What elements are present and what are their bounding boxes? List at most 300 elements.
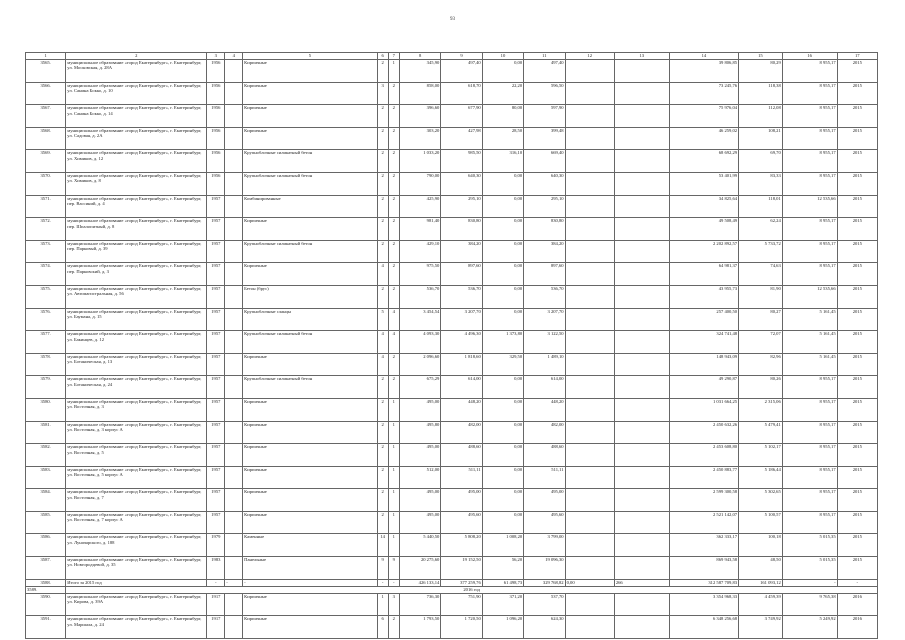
table-row bbox=[26, 421, 878, 444]
table-row-cell bbox=[225, 263, 243, 286]
header-row-cell: 5 bbox=[243, 53, 377, 60]
table-row-cell: 8 955,17 bbox=[782, 240, 837, 263]
table-row-cell: Кирпичные bbox=[243, 105, 377, 128]
table-row-cell bbox=[565, 376, 614, 399]
total-row-cell: - bbox=[388, 579, 399, 586]
table-row-cell: 9 bbox=[388, 557, 399, 580]
table-row bbox=[26, 444, 878, 467]
table-row-cell: муниципальное образование «город Екатеринбург», г. Екатеринбург, ул. Луначарского, д. 188 bbox=[66, 534, 207, 557]
table-row-cell bbox=[565, 308, 614, 331]
table-row-cell bbox=[225, 353, 243, 376]
table-row-cell bbox=[614, 285, 669, 308]
header-row-cell: 10 bbox=[482, 53, 523, 60]
table-row-cell: 3582. bbox=[26, 444, 66, 467]
table-row-cell: 427,98 bbox=[441, 127, 482, 150]
table-row-cell: 75 976,04 bbox=[669, 105, 738, 128]
table-row-cell: 2015 bbox=[837, 263, 877, 286]
table-row-cell: 0,00 bbox=[482, 195, 523, 218]
table-row-cell: 8 955,17 bbox=[782, 421, 837, 444]
table-row-cell: 497,40 bbox=[524, 60, 565, 83]
table-row-cell: 3568. bbox=[26, 127, 66, 150]
table-row-cell: Каменные bbox=[243, 534, 377, 557]
table-row-cell bbox=[565, 511, 614, 534]
table-row-cell bbox=[565, 285, 614, 308]
table-row-cell: 482,00 bbox=[441, 421, 482, 444]
table-row-cell: 68 692,29 bbox=[669, 150, 738, 173]
table-row-cell: 80,29 bbox=[739, 60, 783, 83]
table-row-cell: 3 354 968,33 bbox=[669, 593, 738, 616]
table-row-cell: 1 bbox=[388, 534, 399, 557]
table-row bbox=[26, 105, 878, 128]
table-row-cell: 1957 bbox=[207, 376, 225, 399]
table-row-cell: Кирпичные bbox=[243, 263, 377, 286]
table-row-cell: 2015 bbox=[837, 240, 877, 263]
table-row-cell: 618,70 bbox=[441, 82, 482, 105]
table-row-cell: 2015 bbox=[837, 557, 877, 580]
table-row-cell: 2 bbox=[377, 421, 388, 444]
table-row-cell: муниципальное образование «город Екатеринбург», г. Екатеринбург, ул. Маршала, д. 24 bbox=[66, 616, 207, 639]
table-row-cell: 5 102,17 bbox=[739, 444, 783, 467]
table-row-cell bbox=[225, 172, 243, 195]
table-row-cell: 2 bbox=[377, 466, 388, 489]
table-row-cell bbox=[225, 616, 243, 639]
table-row-cell: 2015 bbox=[837, 150, 877, 173]
table-row-cell bbox=[614, 127, 669, 150]
table-row-cell: 3571. bbox=[26, 195, 66, 218]
table-row-cell: 429,10 bbox=[399, 240, 440, 263]
table-row-cell: 12 535,66 bbox=[782, 285, 837, 308]
table-row-cell: 2015 bbox=[837, 353, 877, 376]
table-row-cell: 677,90 bbox=[441, 105, 482, 128]
table-row-cell: 5 479,41 bbox=[739, 421, 783, 444]
table-row bbox=[26, 82, 878, 105]
table-row-cell bbox=[225, 150, 243, 173]
table-row bbox=[26, 195, 878, 218]
table-row-cell: 80,27 bbox=[739, 308, 783, 331]
header-row-cell: 17 bbox=[837, 53, 877, 60]
table-row-cell bbox=[614, 421, 669, 444]
table-row-cell: 118,01 bbox=[739, 195, 783, 218]
table-row-cell: 1956 bbox=[207, 150, 225, 173]
total-row-cell: - bbox=[782, 579, 837, 586]
table-row-cell: 2015 bbox=[837, 172, 877, 195]
table-row-cell bbox=[565, 263, 614, 286]
table-row-cell: 2 bbox=[377, 489, 388, 512]
table-row-cell: 5 100,57 bbox=[739, 511, 783, 534]
table-row-cell: 2015 bbox=[837, 376, 877, 399]
table-row-cell: Бетон (брус) bbox=[243, 285, 377, 308]
table-row-cell: 4 bbox=[377, 353, 388, 376]
table-row-cell: 2 bbox=[388, 218, 399, 241]
table-row-cell: 4 bbox=[388, 331, 399, 354]
table-row-cell: 488,60 bbox=[441, 444, 482, 467]
table-row-cell: 1983 bbox=[207, 557, 225, 580]
table-row-cell: 3573. bbox=[26, 240, 66, 263]
table-row-cell: 3583. bbox=[26, 466, 66, 489]
table-row-cell bbox=[225, 195, 243, 218]
table-row-cell: 1956 bbox=[207, 127, 225, 150]
table-row-cell: 495,00 bbox=[399, 489, 440, 512]
table-row-cell: 511,11 bbox=[524, 466, 565, 489]
table-row-cell bbox=[565, 534, 614, 557]
table-row-cell: 1957 bbox=[207, 489, 225, 512]
table-row-cell: 2015 bbox=[837, 285, 877, 308]
table-row-cell bbox=[225, 421, 243, 444]
table-row-cell: 495,00 bbox=[524, 489, 565, 512]
housing-register-table bbox=[25, 52, 878, 639]
table-row bbox=[26, 240, 878, 263]
table-row-cell: 2015 bbox=[837, 511, 877, 534]
table-row-cell: 0,00 bbox=[482, 398, 523, 421]
total-row bbox=[26, 579, 878, 586]
table-row-cell: муниципальное образование «город Екатеринбург», г. Екатеринбург, ул. Кирова, д. 39А bbox=[66, 593, 207, 616]
table-row-cell: 1 bbox=[388, 421, 399, 444]
table-row-cell: 43 955,73 bbox=[669, 285, 738, 308]
table-row bbox=[26, 285, 878, 308]
table-row-cell bbox=[565, 557, 614, 580]
table-row-cell: 425,90 bbox=[399, 195, 440, 218]
table-row-cell: 3 207,70 bbox=[441, 308, 482, 331]
table-row-cell: 1 bbox=[388, 398, 399, 421]
table-row-cell: 1 bbox=[388, 466, 399, 489]
table-row-cell bbox=[565, 593, 614, 616]
table-row-cell: 1957 bbox=[207, 263, 225, 286]
table-row-cell: 3579. bbox=[26, 376, 66, 399]
table-row-cell: 5 161,45 bbox=[782, 353, 837, 376]
header-row-cell: 4 bbox=[225, 53, 243, 60]
table-row-cell: 22,20 bbox=[482, 82, 523, 105]
table-row-cell: 2 bbox=[377, 172, 388, 195]
table-row-cell: 2 bbox=[377, 218, 388, 241]
table-row-cell: 2 bbox=[377, 195, 388, 218]
table-row-cell: 975,50 bbox=[399, 263, 440, 286]
table-row-cell: 1 bbox=[388, 489, 399, 512]
table-row-cell: 1957 bbox=[207, 444, 225, 467]
table-row-cell: 1 bbox=[388, 444, 399, 467]
table-row-cell: 2 bbox=[377, 105, 388, 128]
table-row-cell: Кирпичные bbox=[243, 466, 377, 489]
table-row-cell: 640,30 bbox=[524, 172, 565, 195]
table-row-cell bbox=[614, 172, 669, 195]
table-row-cell: 0,00 bbox=[482, 376, 523, 399]
table-row-cell: 2 bbox=[388, 82, 399, 105]
table-row-cell: 2 bbox=[388, 285, 399, 308]
table-row-cell: 2015 bbox=[837, 60, 877, 83]
table-row-cell: 5 249,92 bbox=[782, 616, 837, 639]
total-row-cell: 426 133,14 bbox=[399, 579, 440, 586]
table-row-cell: 8 955,17 bbox=[782, 444, 837, 467]
table-row-cell: муниципальное образование «город Екатеринбург», г. Екатеринбург, пер. Шпалопитный, д. 8 bbox=[66, 218, 207, 241]
table-row-cell bbox=[614, 398, 669, 421]
table-row-cell: 56,20 bbox=[482, 557, 523, 580]
table-row-cell bbox=[565, 127, 614, 150]
table-row-cell: 495,00 bbox=[399, 511, 440, 534]
table-row-cell: 345,90 bbox=[399, 60, 440, 83]
table-row-cell: 14 bbox=[377, 534, 388, 557]
table-row-cell: 3581. bbox=[26, 421, 66, 444]
total-row-cell: Итого за 2015 год bbox=[66, 579, 207, 586]
table-row-cell: муниципальное образование «город Екатеринбург», г. Екатеринбург, пер. Парковый, д. 39 bbox=[66, 240, 207, 263]
table-row-cell: 4 459,39 bbox=[739, 593, 783, 616]
table-row-cell bbox=[225, 240, 243, 263]
table-row-cell: 8 955,17 bbox=[782, 172, 837, 195]
table-row-cell: 82,96 bbox=[739, 353, 783, 376]
table-row-cell: 614,00 bbox=[441, 376, 482, 399]
table-row-cell bbox=[614, 353, 669, 376]
table-row-cell bbox=[225, 331, 243, 354]
table-row bbox=[26, 511, 878, 534]
table-row-cell: 3569. bbox=[26, 150, 66, 173]
total-row-cell: 266 bbox=[614, 579, 669, 586]
table-row-cell bbox=[614, 593, 669, 616]
table-row-cell bbox=[565, 60, 614, 83]
table-row-cell: 8 955,17 bbox=[782, 466, 837, 489]
table-row-cell: 4 bbox=[388, 308, 399, 331]
table-row-cell: 1956 bbox=[207, 105, 225, 128]
table-row-cell: 295,10 bbox=[524, 195, 565, 218]
table-row-cell: 830,80 bbox=[441, 218, 482, 241]
table-row-cell: 8 955,17 bbox=[782, 398, 837, 421]
table-row-cell: 1917 bbox=[207, 616, 225, 639]
table-row-cell: 897,60 bbox=[441, 263, 482, 286]
table-row-cell: 2015 bbox=[837, 534, 877, 557]
header-row-cell: 2 bbox=[66, 53, 207, 60]
table-row-cell: 537,70 bbox=[524, 593, 565, 616]
table-row-cell: 597,90 bbox=[524, 105, 565, 128]
table-row-cell: муниципальное образование «город Екатеринбург», г. Екатеринбург, ул. Автомагистральная, д. 56 bbox=[66, 285, 207, 308]
table-row-cell bbox=[225, 534, 243, 557]
table-row-cell bbox=[614, 511, 669, 534]
table-row-cell: 324 741,48 bbox=[669, 331, 738, 354]
table-row-cell: 2 202 892,57 bbox=[669, 240, 738, 263]
table-row-cell: 5 161,45 bbox=[782, 331, 837, 354]
table-row bbox=[26, 376, 878, 399]
table-row-cell: Панельные bbox=[243, 557, 377, 580]
table-row-cell: 3 749,92 bbox=[739, 616, 783, 639]
table-row bbox=[26, 60, 878, 83]
table-row-cell: 2 599 300,58 bbox=[669, 489, 738, 512]
table-row-cell: 596,50 bbox=[524, 82, 565, 105]
year-section-row bbox=[26, 586, 878, 593]
table-row-cell: 112,08 bbox=[739, 105, 783, 128]
table-row-cell: 4 093,30 bbox=[399, 331, 440, 354]
table-row-cell: 1957 bbox=[207, 308, 225, 331]
table-row-cell: 1 793,50 bbox=[399, 616, 440, 639]
table-row-cell: 4 bbox=[377, 331, 388, 354]
table-row-cell: муниципальное образование «город Екатеринбург», г. Екатеринбург, пер. Вассиний, д. 4 bbox=[66, 195, 207, 218]
table-row-cell: 12 535,66 bbox=[782, 195, 837, 218]
table-row-cell: 536,70 bbox=[524, 285, 565, 308]
table-row-cell bbox=[565, 150, 614, 173]
table-row-cell bbox=[614, 534, 669, 557]
table-row-cell bbox=[225, 593, 243, 616]
table-row-cell bbox=[225, 466, 243, 489]
table-row-cell: 1 033,20 bbox=[399, 150, 440, 173]
table-row-cell bbox=[225, 511, 243, 534]
table-row-cell: 0,00 bbox=[482, 466, 523, 489]
table-row bbox=[26, 398, 878, 421]
table-row-cell: 3574. bbox=[26, 263, 66, 286]
table-row-cell: 536,70 bbox=[399, 285, 440, 308]
table-row-cell bbox=[225, 489, 243, 512]
table-row-cell: 1956 bbox=[207, 172, 225, 195]
table-row-cell: 72,07 bbox=[739, 331, 783, 354]
table-row-cell: 0,00 bbox=[482, 421, 523, 444]
table-row-cell: 2015 bbox=[837, 331, 877, 354]
table-row-cell: 9 765,38 bbox=[782, 593, 837, 616]
table-row-cell bbox=[614, 195, 669, 218]
table-row-cell: 2015 bbox=[837, 398, 877, 421]
table-row-cell: 2016 bbox=[837, 616, 877, 639]
table-row-cell: 6 348 256,68 bbox=[669, 616, 738, 639]
table-row-cell: 362 333,17 bbox=[669, 534, 738, 557]
table-row-cell: Комбинированные bbox=[243, 195, 377, 218]
table-row-cell: муниципальное образование «город Екатеринбург», г. Екатеринбург, ул. Московская, д. 28А bbox=[66, 60, 207, 83]
table-row-cell: 2015 bbox=[837, 421, 877, 444]
table-row-cell: Кирпичные bbox=[243, 489, 377, 512]
table-row-cell bbox=[614, 218, 669, 241]
table-row-cell: 1957 bbox=[207, 511, 225, 534]
table-row-cell: 1 bbox=[388, 60, 399, 83]
table-row-cell: 669,40 bbox=[524, 150, 565, 173]
table-row-cell: 5 161,45 bbox=[782, 308, 837, 331]
header-row-cell: 7 bbox=[388, 53, 399, 60]
table-row-cell: 19 096,30 bbox=[524, 557, 565, 580]
year-section-number: 3589. bbox=[26, 586, 66, 593]
table-row-cell: 1917 bbox=[207, 593, 225, 616]
header-row-cell: 14 bbox=[669, 53, 738, 60]
table-row-cell: 1956 bbox=[207, 60, 225, 83]
table-row-cell: 3577. bbox=[26, 331, 66, 354]
table-row-cell: 1 489,10 bbox=[524, 353, 565, 376]
table-row-cell: 2 bbox=[377, 240, 388, 263]
table-row-cell: 3580. bbox=[26, 398, 66, 421]
table-row-cell: 2 521 142,07 bbox=[669, 511, 738, 534]
table-row-cell: 2 bbox=[388, 616, 399, 639]
table-row-cell: 3575. bbox=[26, 285, 66, 308]
table-row-cell: 257 400,50 bbox=[669, 308, 738, 331]
table-row-cell: 8 955,17 bbox=[782, 82, 837, 105]
table-row-cell: 495,60 bbox=[524, 511, 565, 534]
table-row-cell: муниципальное образование «город Екатеринбург», г. Екатеринбург, ул. Новгородцевой, д. 35 bbox=[66, 557, 207, 580]
table-row-cell: 624,30 bbox=[524, 616, 565, 639]
table-row-cell: 830,80 bbox=[524, 218, 565, 241]
table-row-cell: муниципальное образование «город Екатеринбург», г. Екатеринбург, ул. Восточная, д. 3 корпус А bbox=[66, 421, 207, 444]
table-row-cell: 2 bbox=[377, 127, 388, 150]
table-row-cell: 8 955,17 bbox=[782, 489, 837, 512]
table-row-cell: 5 808,20 bbox=[441, 534, 482, 557]
table-row-cell: 2 bbox=[377, 376, 388, 399]
table-row-cell: 2 bbox=[388, 240, 399, 263]
table-row-cell: 2 bbox=[377, 444, 388, 467]
table-row-cell: муниципальное образование «город Екатеринбург», г. Екатеринбург, пер. Парковский, д. 3 bbox=[66, 263, 207, 286]
table-row-cell: 790,00 bbox=[399, 172, 440, 195]
total-row-cell: - bbox=[225, 579, 243, 586]
table-row-cell: 384,20 bbox=[524, 240, 565, 263]
table-row-cell: 148 943,09 bbox=[669, 353, 738, 376]
table-row-cell bbox=[565, 195, 614, 218]
total-row-cell: - bbox=[207, 579, 225, 586]
table-row-cell bbox=[614, 466, 669, 489]
table-row-cell: 34 825,64 bbox=[669, 195, 738, 218]
table-row-cell: Кирпичные bbox=[243, 511, 377, 534]
table-row-cell: 2 bbox=[388, 150, 399, 173]
table-row-cell: 495,80 bbox=[399, 421, 440, 444]
table-row-cell: 9 bbox=[377, 557, 388, 580]
table-row-cell: 2 bbox=[377, 285, 388, 308]
table-row bbox=[26, 534, 878, 557]
total-row-cell: 329 768,82 bbox=[524, 579, 565, 586]
table-row bbox=[26, 489, 878, 512]
table-row-cell: муниципальное образование «город Екатеринбург», г. Екатеринбург, ул. Химиков, д. 12 bbox=[66, 150, 207, 173]
table-row-cell: 1 031 664,25 bbox=[669, 398, 738, 421]
table-row-cell: муниципальное образование «город Екатеринбург», г. Екатеринбург, ул. Санина Бокко, д. 14 bbox=[66, 105, 207, 128]
table-row bbox=[26, 616, 878, 639]
table-row-cell: 2 bbox=[377, 60, 388, 83]
table-row-cell bbox=[614, 376, 669, 399]
header-row-cell: 8 bbox=[399, 53, 440, 60]
table-row-cell: 1957 bbox=[207, 353, 225, 376]
table-row-cell: 2015 bbox=[837, 105, 877, 128]
table-row-cell: 8 955,17 bbox=[782, 127, 837, 150]
table-row-cell: 1957 bbox=[207, 398, 225, 421]
table-row-cell: 3590. bbox=[26, 593, 66, 616]
table-row-cell bbox=[565, 105, 614, 128]
table-row-cell bbox=[614, 60, 669, 83]
table-row-cell: 1957 bbox=[207, 421, 225, 444]
table-row-cell: 39 806,85 bbox=[669, 60, 738, 83]
table-row-cell: 2 bbox=[388, 376, 399, 399]
table-row-cell: 2015 bbox=[837, 127, 877, 150]
header-row-cell: 1 bbox=[26, 53, 66, 60]
table-row-cell: 1979 bbox=[207, 534, 225, 557]
table-row-cell: 488,60 bbox=[524, 444, 565, 467]
table-row-cell: 4 496,30 bbox=[441, 331, 482, 354]
table-row-cell: 2015 bbox=[837, 308, 877, 331]
table-row-cell: 8 955,17 bbox=[782, 263, 837, 286]
table-row-cell: 371,20 bbox=[482, 593, 523, 616]
table-row-cell: 5 015,35 bbox=[782, 534, 837, 557]
table-row-cell: муниципальное образование «город Екатеринбург», г. Екатеринбург, ул. Бакинцев, д. 12 bbox=[66, 331, 207, 354]
table-row-cell bbox=[565, 616, 614, 639]
total-row-cell: 3588. bbox=[26, 579, 66, 586]
table-row-cell: 0,00 bbox=[482, 263, 523, 286]
table-row-cell: 2 bbox=[388, 195, 399, 218]
table-row-cell: 5 bbox=[377, 308, 388, 331]
table-row-cell: 2 450 883,77 bbox=[669, 466, 738, 489]
table-row-cell: муниципальное образование «город Екатеринбург», г. Екатеринбург, ул. Восточная, д. 7 корпус А bbox=[66, 511, 207, 534]
table-row-cell: 495,60 bbox=[441, 511, 482, 534]
table-row-cell bbox=[614, 263, 669, 286]
table-row bbox=[26, 127, 878, 150]
table-row-cell: Кирпичные bbox=[243, 353, 377, 376]
table-row-cell: 536,70 bbox=[441, 285, 482, 308]
table-row-cell bbox=[614, 444, 669, 467]
table-row-cell: 64 981,37 bbox=[669, 263, 738, 286]
table-row-cell: 985,50 bbox=[441, 150, 482, 173]
table-row bbox=[26, 172, 878, 195]
table-row-cell: 8 955,17 bbox=[782, 218, 837, 241]
total-row-cell: 312 587 709,83 bbox=[669, 579, 738, 586]
header-row-cell: 13 bbox=[614, 53, 669, 60]
table-row-cell: 2 bbox=[377, 398, 388, 421]
table-row-cell: 3572. bbox=[26, 218, 66, 241]
total-row-cell: - bbox=[377, 579, 388, 586]
table-row-cell: 495,00 bbox=[399, 444, 440, 467]
table-row-cell: муниципальное образование «город Екатеринбург», г. Екатеринбург, ул. Ботаническая, д. 24 bbox=[66, 376, 207, 399]
table-row-cell bbox=[565, 421, 614, 444]
table-row-cell bbox=[614, 82, 669, 105]
